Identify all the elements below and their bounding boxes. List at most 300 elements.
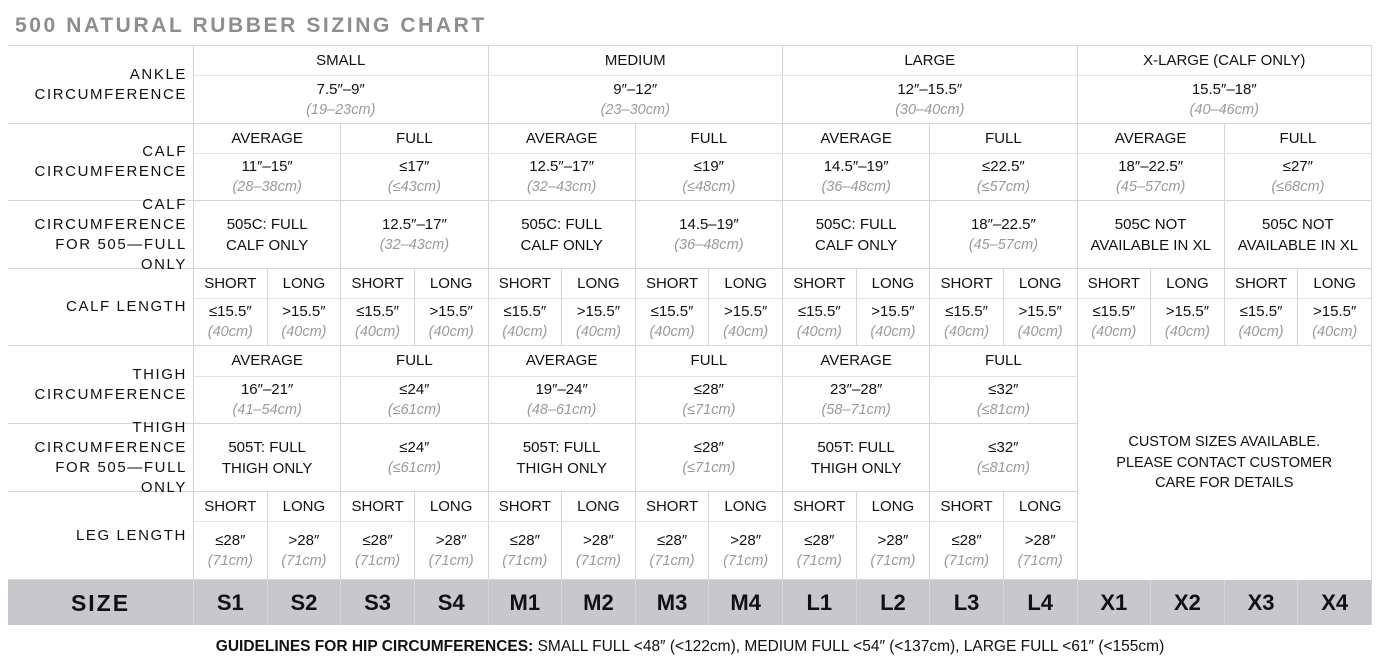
calf-type-label: FULL [1279,129,1317,147]
size-code-text: M2 [583,589,614,615]
thigh-type-label: FULL [985,352,1022,369]
thigh-range [783,377,930,424]
calf-length-header [783,269,857,299]
cm-value: (40cm) [281,324,327,340]
size-code-text: X1 [1100,589,1128,615]
cm-value: (40cm) [649,324,695,340]
inches-value: ≤28″ [951,531,982,549]
note-line: CALF ONLY [520,236,603,254]
inches-value: ≤17″ [399,158,430,175]
calf-505-cell [1225,201,1372,269]
row-label-thigh-505-line: FOR 505—FULL ONLY [55,458,187,496]
inches-value: ≤15.5″ [1092,303,1136,320]
cm-value: (58–71cm) [821,402,891,418]
row-label-size-text: SIZE [70,589,131,616]
cm-value: (40cm) [1238,324,1284,340]
row-label-ankle-line: CIRCUMFERENCE [34,85,187,103]
leg-length-value [1004,522,1078,580]
inches-value: 19″–24″ [535,381,588,398]
calf-type-header [783,124,930,154]
hip-guidelines-text: SMALL FULL <48″ (<122cm), MEDIUM FULL <54″ (<137cm), LARGE FULL <61″ (<155cm) [533,638,1165,655]
inches-value: ≤15.5″ [945,303,988,320]
cm-value: (40cm) [944,324,990,340]
calf-length-header [415,269,489,299]
inches-value: ≤22.5″ [982,158,1025,175]
length-label: LONG [577,274,620,292]
length-label: SHORT [645,274,699,292]
row-label-calf-505 [8,195,194,273]
leg-length-header [562,492,636,522]
inches-value: ≤15.5″ [208,303,252,320]
inches-value: ≤15.5″ [356,303,399,320]
inches-value: ≤24″ [399,381,430,398]
row-label-calf-length-text: CALF LENGTH [66,298,187,315]
cm-value: (≤43cm) [387,179,441,195]
inches-value: >15.5″ [282,303,326,320]
leg-length-value [268,522,342,580]
row-label-calf-505-line: CALF [142,195,187,213]
calf-length-header [1151,269,1225,299]
inches-value: >28″ [288,531,320,549]
thigh-type-header [194,346,341,377]
size-group-name: X-LARGE (CALF ONLY) [1143,51,1306,69]
row-label-calf [8,124,194,201]
size-code [341,580,415,625]
note-line: CALF ONLY [226,236,309,254]
row-label-ankle-line: ANKLE [129,65,187,83]
row-label-thigh-505-line: CIRCUMFERENCE [34,438,187,456]
thigh-505-cell [489,424,636,492]
calf-length-value [562,299,636,346]
calf-length-value [341,299,415,346]
leg-length-value [489,522,563,580]
calf-type-label: AVERAGE [820,129,892,147]
row-label-thigh [8,346,194,424]
cm-value: (71cm) [281,552,327,569]
size-code-text: L4 [1027,589,1054,615]
size-code-text: M4 [730,589,761,615]
size-code [562,580,636,625]
leg-length-header [1004,492,1078,522]
calf-505-cell [636,201,783,269]
inches-value: ≤15.5″ [797,303,841,320]
inches-value: >15.5″ [576,303,621,320]
calf-length-header [489,269,563,299]
inches-value: 15.5″–18″ [1191,80,1257,98]
inches-value: 12.5″–17″ [381,215,447,233]
calf-range [930,154,1077,201]
leg-length-value [930,522,1004,580]
note-line: 505C: FULL [815,215,897,233]
cm-value: (40cm) [575,324,621,340]
calf-length-value [857,299,931,346]
thigh-range [930,377,1077,424]
size-group-name: MEDIUM [604,51,666,69]
note-line: AVAILABLE IN XL [1237,236,1359,254]
thigh-type-label: AVERAGE [525,352,598,369]
leg-length-value [415,522,489,580]
calf-range [636,154,783,201]
leg-length-header [268,492,342,522]
cm-value: (40–46cm) [1189,101,1259,118]
length-label: SHORT [645,497,699,515]
calf-type-label: FULL [396,129,433,147]
note-line: 505C NOT [1114,215,1187,233]
calf-length-header [857,269,931,299]
size-code-text: L3 [953,589,980,615]
inches-value: >15.5″ [1313,303,1357,320]
length-label: SHORT [793,497,846,515]
leg-length-value [636,522,710,580]
calf-505-cell [930,201,1077,269]
calf-type-header [194,124,341,154]
length-label: SHORT [204,497,257,515]
size-group-header [1078,46,1373,76]
cm-value: (40cm) [1312,324,1358,340]
calf-505-cell [783,201,930,269]
thigh-type-label: AVERAGE [231,352,303,369]
thigh-type-header [636,346,783,377]
thigh-505-cell [636,424,783,492]
calf-505-cell [194,201,341,269]
calf-type-header [341,124,488,154]
custom-note-line: CARE FOR DETAILS [1155,475,1294,492]
inches-value: >28″ [730,531,762,549]
cm-value: (71cm) [575,552,621,569]
inches-value: ≤28″ [693,438,724,456]
inches-value: ≤15.5″ [1239,303,1283,320]
cm-value: (48–61cm) [526,402,597,418]
calf-range [783,154,930,201]
calf-range [489,154,636,201]
cm-value: (71cm) [428,552,474,569]
length-label: SHORT [940,274,993,292]
cm-value: (23–30cm) [600,101,670,118]
calf-length-value [930,299,1004,346]
thigh-type-header [783,346,930,377]
calf-505-cell [1078,201,1225,269]
inches-value: ≤28″ [804,531,835,549]
calf-length-value [489,299,563,346]
row-label-calf-505-line: CIRCUMFERENCE [34,215,187,233]
custom-note-line: PLEASE CONTACT CUSTOMER [1116,454,1333,471]
note-line: 505T: FULL [228,438,306,456]
calf-type-header [930,124,1077,154]
size-code [415,580,489,625]
thigh-type-label: FULL [396,352,433,369]
size-code-text: S4 [437,589,465,615]
cm-value: (40cm) [502,324,548,340]
cm-value: (36–48cm) [674,236,744,253]
calf-type-label: FULL [690,129,728,147]
cm-value: (71cm) [944,552,990,569]
leg-length-header [341,492,415,522]
note-line: 505C: FULL [226,215,308,233]
calf-length-value [268,299,342,346]
calf-length-header [1298,269,1372,299]
inches-value: >15.5″ [871,303,915,320]
cm-value: (71cm) [355,552,401,569]
length-label: SHORT [1087,274,1140,292]
inches-value: 12″–15.5″ [897,80,963,98]
cm-value: (40cm) [723,324,769,340]
hip-guidelines-heading: GUIDELINES FOR HIP CIRCUMFERENCES: [215,638,534,655]
row-label-thigh-line: CIRCUMFERENCE [34,385,187,403]
row-label-leg-length-text: LEG LENGTH [75,526,187,544]
length-label: SHORT [204,274,257,292]
length-label: LONG [1313,274,1356,292]
calf-type-header [636,124,783,154]
leg-length-header [783,492,857,522]
size-code-text: L1 [806,589,833,615]
thigh-range [489,377,636,424]
inches-value: 18″–22.5″ [1118,158,1184,175]
length-label: SHORT [498,497,551,515]
length-label: LONG [429,497,473,515]
thigh-505-cell [341,424,488,492]
leg-length-header [415,492,489,522]
leg-length-header [857,492,931,522]
inches-value: >15.5″ [1018,303,1062,320]
cm-value: (71cm) [207,552,253,569]
inches-value: ≤15.5″ [650,303,694,320]
size-code-text: M1 [509,589,541,615]
size-code-text: S1 [216,589,244,615]
row-label-calf-line: CALF [142,143,187,160]
inches-value: ≤32″ [988,381,1019,398]
calf-type-header [1225,124,1372,154]
length-label: LONG [1018,497,1062,515]
calf-505-cell [341,201,488,269]
thigh-type-label: FULL [690,352,728,369]
size-code-text: M3 [656,589,688,615]
size-group-header [489,46,784,76]
leg-length-header [930,492,1004,522]
size-group-name: SMALL [316,51,366,69]
inches-value: >28″ [435,531,467,549]
note-line: 505C NOT [1262,215,1334,233]
length-label: LONG [724,497,767,515]
chart-title: 500 NATURAL RUBBER SIZING CHART [15,14,487,37]
size-code [1004,580,1078,625]
size-code [194,580,268,625]
inches-value: 16″–21″ [240,381,294,398]
cm-value: (40cm) [428,324,474,340]
calf-length-value [1225,299,1299,346]
inches-value: 23″–28″ [829,381,883,398]
calf-length-value [1298,299,1372,346]
length-label: LONG [724,274,767,292]
cm-value: (71cm) [796,552,842,569]
row-label-thigh-line: THIGH [132,365,187,383]
size-code [709,580,783,625]
custom-sizes-note [1078,346,1373,580]
note-line: AVAILABLE IN XL [1090,236,1211,254]
inches-value: 12.5″–17″ [529,158,595,175]
length-label: SHORT [498,274,551,292]
size-code [1298,580,1372,625]
cm-value: (≤71cm) [682,402,736,418]
row-label-size [8,580,194,625]
calf-type-label: AVERAGE [231,129,303,147]
leg-length-value [709,522,783,580]
calf-length-value [415,299,489,346]
thigh-505-cell [194,424,341,492]
hip-guidelines [0,638,1380,656]
inches-value: ≤28″ [693,381,724,398]
thigh-505-cell [783,424,930,492]
calf-type-header [489,124,636,154]
thigh-range [194,377,341,424]
calf-length-header [1004,269,1078,299]
thigh-type-header [489,346,636,377]
size-code-text: L2 [880,589,906,615]
inches-value: 11″–15″ [241,158,293,175]
cm-value: (71cm) [870,552,916,569]
length-label: LONG [429,274,473,292]
calf-type-header [1078,124,1225,154]
inches-value: 18″–22.5″ [970,215,1036,233]
cm-value: (≤48cm) [682,179,736,195]
inches-value: >15.5″ [724,303,768,320]
cm-value: (≤81cm) [976,402,1030,418]
cm-value: (40cm) [796,324,842,340]
size-code [857,580,931,625]
note-line: THIGH ONLY [810,459,902,477]
cm-value: (71cm) [502,552,548,569]
size-code [1225,580,1299,625]
thigh-type-header [341,346,488,377]
calf-type-label: FULL [985,129,1022,147]
size-code [783,580,857,625]
note-line: 505C: FULL [521,215,603,233]
leg-length-value [783,522,857,580]
length-label: LONG [871,274,915,292]
leg-length-value [857,522,931,580]
calf-type-label: AVERAGE [1114,129,1187,147]
calf-range [1078,154,1225,201]
note-line: THIGH ONLY [221,459,313,477]
thigh-range [341,377,488,424]
inches-value: ≤28″ [656,531,688,549]
calf-length-header [268,269,342,299]
ankle-range [194,76,489,124]
length-label: SHORT [1234,274,1288,292]
cm-value: (36–48cm) [821,179,891,195]
cm-value: (≤61cm) [387,459,441,476]
length-label: LONG [282,274,326,292]
leg-length-value [194,522,268,580]
size-group-name: LARGE [904,51,956,69]
calf-length-header [636,269,710,299]
cm-value: (≤61cm) [387,402,441,418]
inches-value: ≤19″ [693,158,724,175]
cm-value: (≤68cm) [1271,179,1325,195]
cm-value: (32–43cm) [526,179,597,195]
leg-length-header [194,492,268,522]
cm-value: (71cm) [1017,552,1063,569]
size-group-header [783,46,1078,76]
thigh-505-cell [930,424,1077,492]
cm-value: (30–40cm) [895,101,965,118]
cm-value: (71cm) [649,552,695,569]
calf-length-header [562,269,636,299]
cm-value: (40cm) [207,324,253,340]
cm-value: (40cm) [1164,324,1210,340]
leg-length-value [341,522,415,580]
cm-value: (40cm) [870,324,916,340]
calf-type-label: AVERAGE [525,129,598,147]
note-line: THIGH ONLY [516,459,607,477]
row-label-calf-line: CIRCUMFERENCE [34,163,187,180]
thigh-type-label: AVERAGE [820,352,892,369]
custom-note-line: CUSTOM SIZES AVAILABLE. [1128,434,1321,451]
ankle-range [783,76,1078,124]
row-label-leg-length [8,492,194,580]
inches-value: ≤24″ [399,438,430,456]
size-code-text: X4 [1321,589,1349,615]
calf-length-value [1078,299,1152,346]
inches-value: 14.5–19″ [679,215,739,233]
size-code [636,580,710,625]
inches-value: ≤28″ [362,531,393,549]
sizing-table [8,45,1372,624]
cm-value: (32–43cm) [379,236,450,253]
size-code [930,580,1004,625]
size-code [268,580,342,625]
inches-value: 14.5″–19″ [823,158,889,175]
leg-length-value [562,522,636,580]
inches-value: 9″–12″ [613,80,658,98]
row-label-thigh-505-line: THIGH [132,418,187,436]
ankle-range [489,76,784,124]
calf-range [1225,154,1372,201]
length-label: SHORT [351,497,404,515]
leg-length-header [489,492,563,522]
length-label: LONG [1166,274,1209,292]
inches-value: >28″ [877,531,909,549]
row-label-calf-length [8,269,194,346]
cm-value: (≤81cm) [976,459,1030,476]
note-line: 505T: FULL [817,438,895,456]
ankle-range [1078,76,1373,124]
thigh-type-header [930,346,1077,377]
inches-value: >15.5″ [1165,303,1210,320]
calf-length-value [194,299,268,346]
size-code [1151,580,1225,625]
leg-length-header [636,492,710,522]
calf-length-header [1078,269,1152,299]
cm-value: (40cm) [1091,324,1137,340]
size-group-header [194,46,489,76]
leg-length-header [709,492,783,522]
calf-505-cell [489,201,636,269]
length-label: SHORT [940,497,993,515]
calf-range [341,154,488,201]
cm-value: (≤71cm) [682,459,736,476]
inches-value: 7.5″–9″ [316,80,365,98]
cm-value: (45–57cm) [968,236,1039,253]
cm-value: (41–54cm) [232,402,302,418]
calf-length-header [930,269,1004,299]
row-label-calf-505-line: FOR 505—FULL ONLY [55,235,187,273]
calf-length-header [194,269,268,299]
cm-value: (40cm) [355,324,401,340]
inches-value: >15.5″ [429,303,473,320]
calf-length-value [709,299,783,346]
size-code-text: X2 [1173,589,1201,615]
cm-value: (40cm) [1017,324,1063,340]
